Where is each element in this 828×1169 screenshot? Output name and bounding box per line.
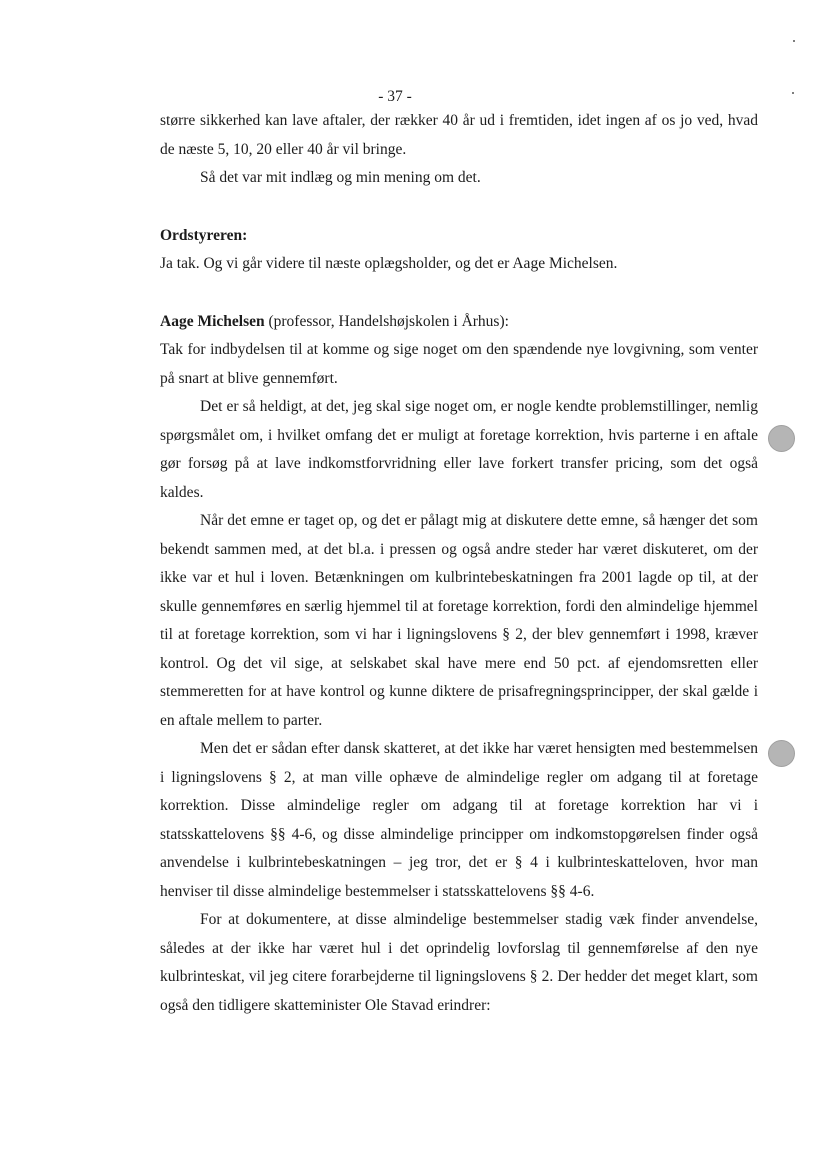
punch-hole-lower <box>768 740 795 767</box>
paragraph-intro: Tak for indbydelsen til at komme og sige noget om den spændende nye lovgivning, som venter på snart at blive gennemført. <box>160 341 758 387</box>
paragraph-closing-remark: Så det var mit indlæg og min mening om det. <box>200 169 481 186</box>
speaker-role: (professor, Handelshøjskolen i Århus): <box>264 312 509 330</box>
paragraph: Men det er sådan efter dansk skatteret, at det ikke har været hensigten med bestemmelsen i ligningslovens § 2, at man ville ophæve de almindelige regler om adgang til at foretage korrektion. Disse almindelige regler om adgang til at foretage korrektion har vi i statsskattelovens §§ 4-6, og disse almindelige principper om indkomstopgørelsen finder også anvendelse i kulbrintebeskatningen – jeg tror, det er § 4 i kulbrinteskatteloven, hvor man henviser til disse almindelige bestemmelser i statsskattelovens §§ 4-6. <box>160 740 758 900</box>
paragraph: For at dokumentere, at disse almindelige bestemmelser stadig væk finder anvendelse, således at der ikke har været hul i det oprindelig lovforslag til gennemførelse af den nye kulbrinteskat, vil jeg citere forarbejderne til ligningslovens § 2. Der hedder det meget klart, som også den tidligere skatteminister Ole Stavad erindrer: <box>160 911 758 1014</box>
paragraph: Når det emne er taget op, og det er pålagt mig at diskutere dette emne, så hænger det som bekendt sammen med, at det bl.a. i pressen og også andre steder har været diskuteret, om der ikke var et hul i loven. Betænkningen om kulbrintebeskatningen fra 2001 lagde op til, at der skulle gennemføres en særlig hjemmel til at foretage korrektion, fordi den almindelige hjemmel til at foretage korrektion, som vi har i ligningslovens § 2, der blev gennemført i 1998, kræver kontrol. Og det vil sige, at selskabet skal have mere end 50 pct. af ejendomsretten eller stemmeretten for at have kontrol og kunne diktere de prisafregningsprincipper, der skal gælde i en aftale mellem to parter. <box>160 512 758 729</box>
spacer <box>160 193 758 222</box>
paragraph: Det er så heldigt, at det, jeg skal sige noget om, er nogle kendte problemstillinger, nemlig spørgsmålet om, i hvilket omfang det er muligt at foretage korrektion, hvis parterne i en aftale gør forsøg på at lave indkomstforvridning eller lave forkert transfer pricing, som det også kaldes. <box>160 398 758 501</box>
scan-speck <box>792 92 794 94</box>
speaker-heading-michelsen <box>160 308 758 337</box>
spacer <box>160 279 758 308</box>
scan-speck <box>793 40 795 42</box>
speaker-name-michelsen: Aage Michelsen <box>160 312 265 330</box>
speaker-name-chair: Ordstyreren: <box>160 226 248 244</box>
punch-hole-upper <box>768 425 795 452</box>
paragraph-chair: Ja tak. Og vi går videre til næste oplægsholder, og det er Aage Michelsen. <box>160 255 618 272</box>
transcript-body <box>160 107 758 1020</box>
page-number: - 37 - <box>378 88 412 105</box>
paragraph-continuation: større sikkerhed kan lave aftaler, der rækker 40 år ud i fremtiden, idet ingen af os jo ved, hvad de næste 5, 10, 20 eller 40 år vil bringe. <box>160 112 758 158</box>
speaker-heading-chair <box>160 222 758 251</box>
